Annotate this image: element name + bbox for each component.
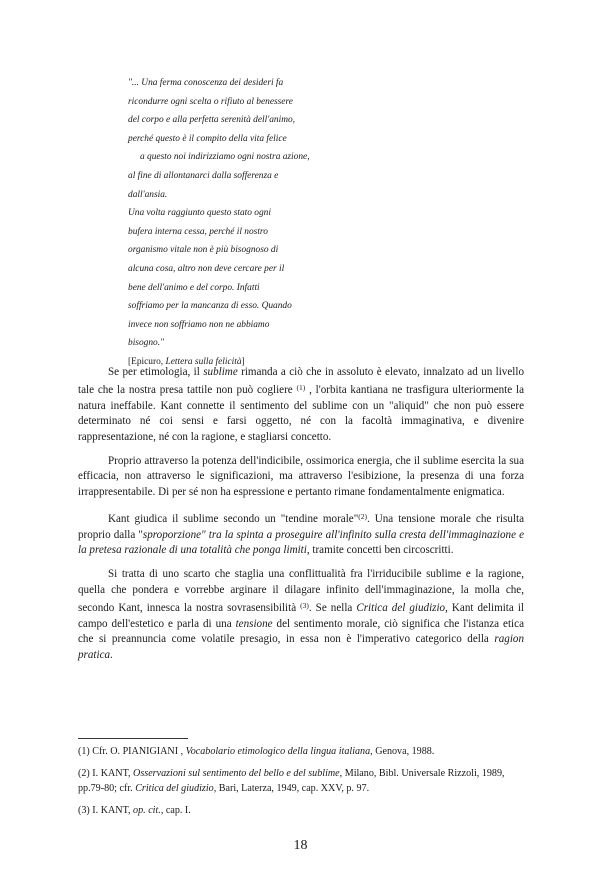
epigraph-line: dall'ansia. bbox=[128, 189, 168, 200]
term-sublime: sublime bbox=[203, 366, 238, 378]
footnote-ref-2: (2) bbox=[358, 512, 367, 522]
text-run: . Se nella bbox=[308, 602, 357, 615]
footnote-2 bbox=[78, 766, 528, 796]
page-number: 18 bbox=[293, 838, 308, 853]
paragraph-2: Proprio attraverso la potenza dell'indicibile, ossimorica energia, che il sublime esercita la sua efficacia, non attraverso le significazioni, ma attraverso l'esibizione, la presenza di una forza irrappresentabile. Di per sé non ha espressione e pertanto rimane fondamentalmente enigmatica. bbox=[78, 455, 524, 498]
epigraph-line: perché questo è il compito della vita felice bbox=[128, 133, 287, 144]
footnotes bbox=[78, 744, 528, 825]
epigraph-line: al fine di allontanarci dalla sofferenza e bbox=[128, 170, 279, 181]
text-run: Si tratta di uno scarto che staglia una conflittualità fra l'irriducibile sublime e la ragione, quella che pondera e vorrebbe arginare il dilagare infinito dell'immaginazione, la molla che, secondo Kant, innesca la nostra sovrasensibilità bbox=[78, 568, 524, 615]
epigraph-line: soffriamo per la mancanza di esso. Quando bbox=[128, 301, 292, 312]
text-run: (2) I. KANT, bbox=[78, 768, 134, 779]
epigraph-line: bisogno." bbox=[128, 338, 164, 349]
paragraph-3 bbox=[78, 509, 524, 558]
footnote-ref-3: (3) bbox=[300, 601, 309, 611]
text-run: Kant giudica il sublime secondo un "tendine morale" bbox=[108, 513, 359, 526]
attribution-title: Lettera sulla felicità bbox=[165, 356, 242, 367]
epigraph-line: invece non soffriamo non ne abbiamo bbox=[128, 319, 270, 330]
epigraph-line: a questo noi indirizziamo ogni nostra azione, bbox=[140, 152, 310, 163]
footnote-separator bbox=[78, 738, 188, 739]
epigraph-line: del corpo e alla perfetta serenità dell'animo, bbox=[128, 115, 295, 126]
paragraph-4 bbox=[78, 567, 524, 662]
text-run: (3) I. KANT, bbox=[78, 805, 134, 816]
text-run: , l'orbita kantiana ne trasfigura ulteriormente la natura ineffabile. Kant connette il sentimento del sublime con un "aliquid" che non può essere determinato né coi sensi e farsi oggetto, né con la facoltà immaginativa, e divenire rappresentazione, né con la ragione, e stagliarsi concetto. bbox=[78, 384, 525, 443]
text-run: , Bari, Laterza, 1949, cap. XXV, p. 97. bbox=[213, 783, 370, 794]
text-run: . bbox=[110, 648, 113, 661]
text-run: del sentimento morale, ciò significa che l'istanza etica che si preannuncia come volatile presagio, in essa non è l'imperativo categorico della bbox=[78, 617, 524, 646]
epigraph-quote bbox=[128, 74, 378, 372]
epigraph-line: ricondurre ogni scelta o rifiuto al benessere bbox=[128, 96, 293, 107]
attribution-author: [Epicuro, bbox=[128, 356, 166, 367]
footnote-3 bbox=[78, 803, 528, 818]
text-run: (1) Cfr. O. PIANIGIANI , bbox=[78, 746, 186, 757]
footnote-1 bbox=[78, 744, 528, 759]
attribution-close: ] bbox=[241, 356, 245, 367]
text-run: , Genova, 1988. bbox=[370, 746, 435, 757]
epigraph-line: bufera interna cessa, perché il nostro bbox=[128, 226, 268, 237]
term-ragion-pratica: ragion pratica bbox=[78, 633, 524, 661]
text-run: , Kant delimita il campo dell'estetico e parla di una bbox=[78, 602, 524, 630]
epigraph-line: alcuna cosa, altro non deve cercare per il bbox=[128, 263, 285, 274]
epigraph-line: organismo vitale non è più bisognoso di bbox=[128, 245, 279, 256]
text-run: , Milano, Bibl. Universale Rizzoli, 1989, pp.79-80; cfr. bbox=[78, 768, 505, 794]
italic-run: Vocabolario etimologico della lingua italiana bbox=[185, 746, 371, 757]
footnote-ref-1: (1) bbox=[296, 383, 306, 393]
italic-run: Critica del giudizio bbox=[135, 783, 214, 794]
text-run: , cap. I. bbox=[160, 805, 191, 816]
paragraph-1 bbox=[78, 365, 524, 445]
italic-run: op. cit. bbox=[133, 805, 161, 816]
epigraph-line: "... Una ferma conoscenza dei desideri fa bbox=[128, 78, 284, 88]
body-text bbox=[78, 365, 524, 663]
text-run: Se per etimologia, il bbox=[108, 366, 204, 378]
epigraph-line: Una volta raggiunto questo stato ogni bbox=[128, 208, 271, 219]
text-run: , tramite concetti ben circoscritti. bbox=[306, 544, 454, 557]
italic-run: Osservazioni sul sentimento del bello e del sublime bbox=[133, 768, 340, 779]
title-critica-del-giudizio: Critica del giudizio bbox=[356, 602, 446, 615]
epigraph-line: bene dell'animo e del corpo. Infatti bbox=[128, 282, 260, 293]
term-tensione: tensione bbox=[235, 617, 273, 630]
italic-run: sproporzione" tra la spinta a proseguire all'infinito sulla cresta dell'immaginazione e la pretesa razionale di una totalità che ponga limiti bbox=[78, 528, 524, 557]
text-run: . Una tensione morale che risulta proprio dalla " bbox=[78, 513, 524, 541]
text-run: rimanda a ciò che in assoluto è elevato, innalzato ad un livello tale che la nostra presa tattile non può cogliere bbox=[78, 366, 524, 397]
